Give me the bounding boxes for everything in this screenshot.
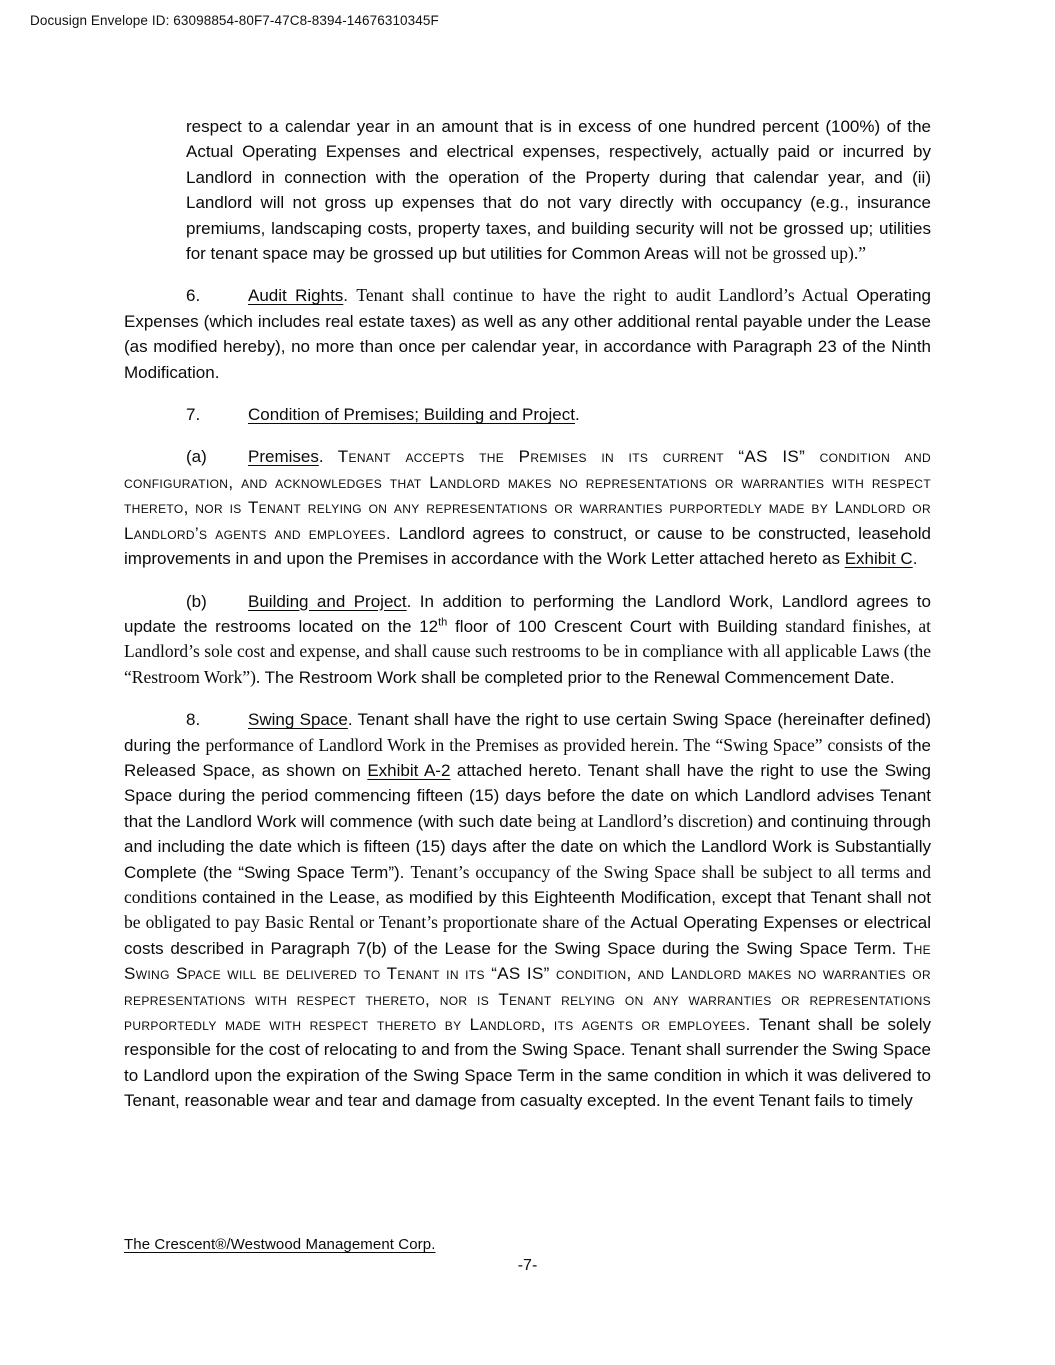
paragraph-8-swing-space: 8. Swing Space. Tenant shall have the right to use certain Swing Space (hereinafter defined) during the performance of Landlord Work in the Premises as provided herein. The “Swing Space” consists of the Released Space, as shown on Exhibit A-2 attached hereto. Tenant shall have the right to use the Swing Space during the period commencing fifteen (15) days before the date on which Landlord advises Tenant that the Landlord Work will commence (with such date being at Landlord’s discretion) and continuing through and including the date which is fifteen (15) days after the date on which the Landlord Work is Substantially Complete (the “Swing Space Term”). Tenant’s occupancy of the Swing Space shall be subject to all terms and conditions contained in the Lease, as modified by this Eighteenth Modification, except that Tenant shall not be obligated to pay Basic Rental or Tenant’s proportionate share of the Actual Operating Expenses or electrical costs described in Paragraph 7(b) of the Lease for the Swing Space during the Swing Space Term. The Swing Space will be delivered to Tenant in its “AS IS” condition, and Landlord makes no warranties or representations with respect thereto, nor is Tenant relying on any warranties or representations purportedly made with respect thereto by Landlord, its agents or employees. Tenant shall be solely responsible for the cost of relocating to and from the Swing Space. Tenant shall surrender the Swing Space to Landlord upon the expiration of the Swing Space Term in the same condition in which it was delivered to Tenant, reasonable wear and tear and damage from casualty excepted. In the event Tenant fails to timely: [124, 710, 932, 1111]
footer-company-name: The Crescent®/Westwood Management Corp.: [124, 1236, 436, 1253]
docusign-envelope-id: Docusign Envelope ID: 63098854-80F7-47C8-8394-14676310345F: [30, 13, 439, 28]
paragraph-7-heading: 7. Condition of Premises; Building and Project.: [186, 405, 580, 425]
page-number: -7-: [517, 1257, 538, 1274]
paragraph-7a-premises: (a) Premises. Tenant accepts the Premises in its current “AS IS” condition and configuration, and acknowledges that Landlord makes no representations or warranties with respect thereto, nor is Tenant relying on any representations or warranties purportedly made by Landlord or Landlord’s agents and employees. Landlord agrees to construct, or cause to be constructed, leasehold improvements in and upon the Premises in accordance with the Work Letter attached hereto as Exhibit C.: [124, 447, 931, 569]
paragraph-6-audit-rights: 6. Audit Rights. Tenant shall continue to have the right to audit Landlord’s Actual Operating Expenses (which includes real estate taxes) as well as any other additional rental payable under the Lease (as modified hereby), no more than once per calendar year, in accordance with Paragraph 23 of the Ninth Modification.: [124, 285, 931, 382]
page-footer: [124, 1236, 931, 1275]
document-body: [124, 114, 931, 1114]
paragraph-7b-building-and-project: (b) Building and Project. In addition to performing the Landlord Work, Landlord agrees to update the restrooms located on the 12th floor of 100 Crescent Court with Building standard finishes, at Landlord’s sole cost and expense, and shall cause such restrooms to be in compliance with all applicable Laws (the “Restroom Work”). The Restroom Work shall be completed prior to the Renewal Commencement Date.: [124, 591, 932, 687]
paragraph-grossup-quote: respect to a calendar year in an amount that is in excess of one hundred percent (100%) of the Actual Operating Expenses and electrical expenses, respectively, actually paid or incurred by Landlord in connection with the operation of the Property during that calendar year, and (ii) Landlord will not gross up expenses that do not vary directly with occupancy (e.g., insurance premiums, landscaping costs, property taxes, and building security will not be grossed up; utilities for tenant space may be grossed up but utilities for Common Areas will not be grossed up).”: [186, 117, 931, 264]
